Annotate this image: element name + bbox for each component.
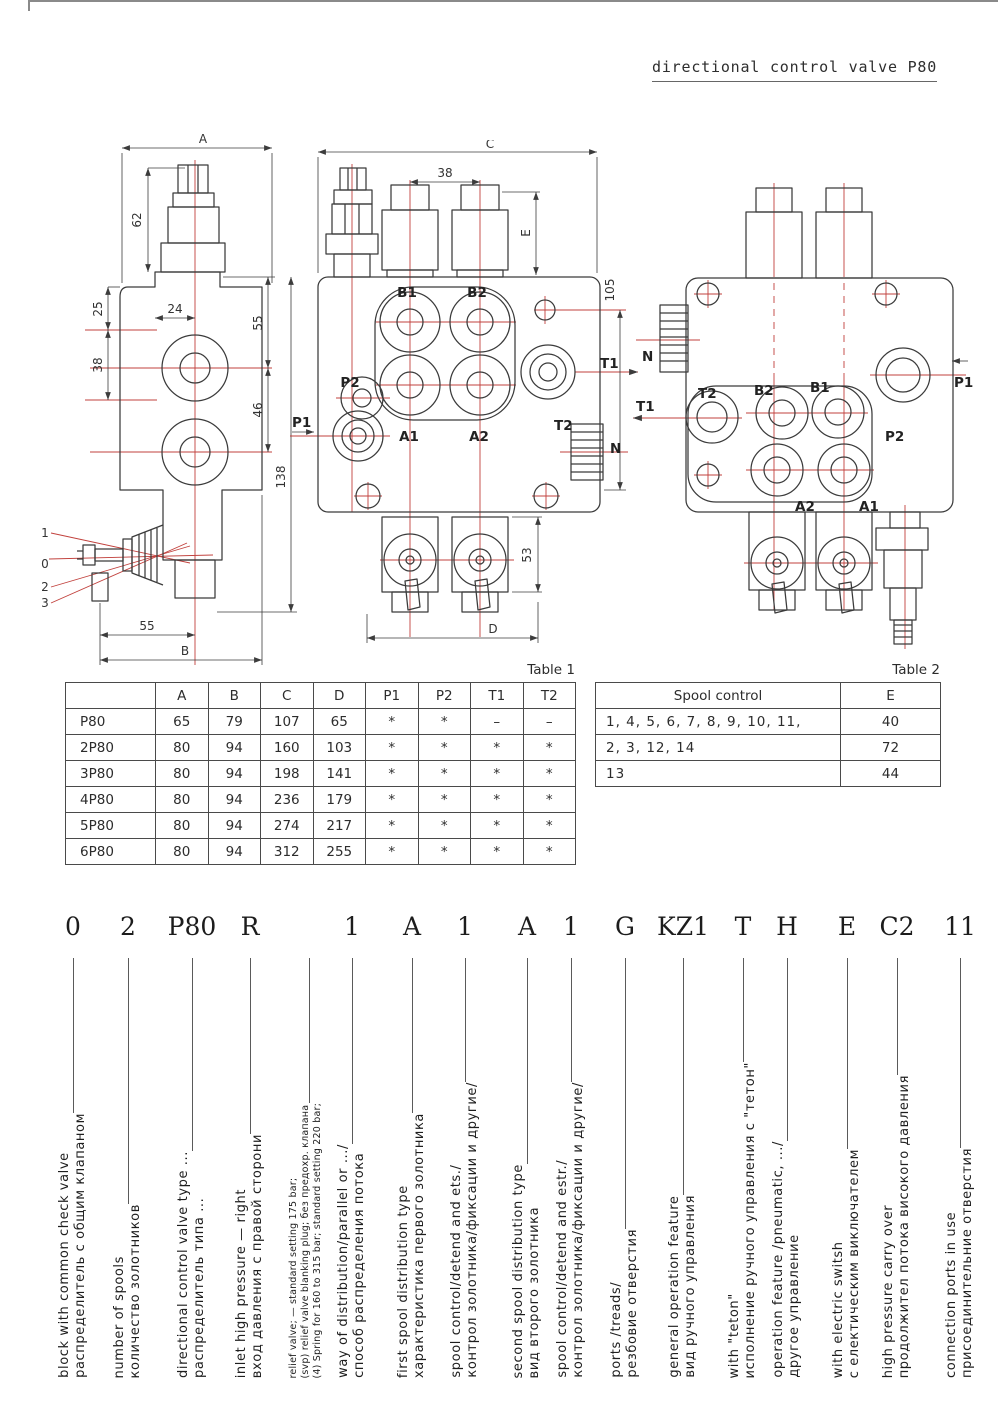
table-cell: 94 — [208, 761, 261, 787]
table-cell: * — [418, 735, 471, 761]
table-cell: 94 — [208, 735, 261, 761]
table-cell: * — [471, 735, 524, 761]
table-cell: 103 — [313, 735, 366, 761]
table-cell: * — [471, 761, 524, 787]
leader-line — [352, 958, 353, 1144]
page-title: directional control valve P80 — [652, 58, 937, 82]
table-cell: * — [418, 787, 471, 813]
table-row — [596, 761, 941, 787]
code-symbol: H — [776, 912, 798, 941]
port-label-t1: T1 — [636, 399, 655, 415]
table-cell: 2P80 — [66, 735, 156, 761]
table-row — [596, 735, 941, 761]
port-label-a2: A2 — [795, 499, 815, 515]
table-cell: 80 — [156, 735, 209, 761]
leader-line — [897, 958, 898, 1075]
table-cell: 44 — [841, 761, 941, 787]
port-label-t2: T2 — [698, 386, 717, 402]
table-header-cell: T2 — [523, 683, 576, 709]
left-side-view-drawing — [35, 125, 325, 685]
code-label-en: connection ports in use — [944, 1211, 959, 1378]
port-label-p1: P1 — [954, 375, 974, 391]
code-label-en: operation feature /pneumatic, .../ — [771, 1141, 786, 1378]
code-label-en: directional control valve type ... — [176, 1151, 191, 1378]
port-label-n: N — [642, 349, 654, 365]
table-cell: 141 — [313, 761, 366, 787]
leader-line — [527, 958, 528, 1164]
code-label-ru: контрол золотника/фиксации и другие/ — [570, 1082, 586, 1378]
table-cell: * — [366, 709, 419, 735]
code-label-ru: распределитель типа ... — [191, 1197, 207, 1378]
table-cell: 80 — [156, 813, 209, 839]
code-symbol: KZ1 — [657, 912, 709, 941]
code-label-ru: другое управление — [786, 1234, 802, 1378]
table-cell: * — [366, 761, 419, 787]
dim-label-138: 138 — [274, 465, 288, 489]
port-label-b1: B1 — [397, 285, 417, 301]
code-symbol: 2 — [120, 912, 136, 941]
front-view-drawing — [288, 140, 648, 665]
table-header-cell: B — [208, 683, 261, 709]
port-label-a1: A1 — [859, 499, 879, 515]
table2 — [595, 682, 941, 787]
table-cell: 198 — [261, 761, 314, 787]
code-label-ru: контрол золотника/фиксации и другие/ — [464, 1082, 480, 1378]
table-row — [596, 709, 941, 735]
code-label-en: second spool distribution type — [511, 1163, 526, 1378]
code-label-en: first spool distribution type — [396, 1185, 411, 1378]
table-cell: * — [471, 813, 524, 839]
dim-label-d: D — [488, 622, 498, 636]
lever-position-1: 1 — [41, 526, 49, 540]
code-symbol: 0 — [65, 912, 81, 941]
table-cell: * — [366, 787, 419, 813]
centerlines — [290, 164, 638, 637]
table-row — [66, 709, 576, 735]
table-cell: * — [366, 839, 419, 865]
table-cell: * — [366, 735, 419, 761]
code-label-ru: продолжител потока високого давления — [896, 1074, 912, 1378]
table-cell: 65 — [156, 709, 209, 735]
code-label-en: relief valve; — standard setting 175 bar; — [288, 1177, 299, 1378]
valve-outline — [318, 168, 603, 612]
table-cell: 107 — [261, 709, 314, 735]
rear-view-drawing — [628, 165, 988, 665]
code-label-ru: способ распределения потока — [351, 1152, 367, 1378]
dim-label-53: 53 — [520, 547, 534, 563]
code-symbol: P80 — [167, 912, 217, 941]
code-label-ru: характеристика первого золотника — [411, 1112, 427, 1378]
port-label-a2: A2 — [469, 429, 489, 445]
code-symbol: R — [240, 912, 260, 941]
leader-line — [847, 958, 848, 1149]
table-cell: 217 — [313, 813, 366, 839]
table-header-cell — [66, 683, 156, 709]
code-symbol: A — [517, 912, 537, 941]
port-label-p2: P2 — [885, 429, 905, 445]
code-label-ru: количество золотников — [127, 1203, 143, 1378]
leader-line — [250, 958, 251, 1134]
table-header-row — [596, 683, 941, 709]
table-cell: 1, 4, 5, 6, 7, 8, 9, 10, 11, — [596, 709, 841, 735]
code-symbol: 1 — [457, 912, 473, 941]
code-label-ru: исполнение ручного управления с "тетон" — [742, 1061, 758, 1378]
code-label-en: general operation feature — [667, 1195, 682, 1378]
table-cell: * — [471, 839, 524, 865]
dim-label-55-side: 55 — [251, 315, 265, 331]
table-cell: * — [366, 813, 419, 839]
port-label-t2: T2 — [554, 418, 573, 434]
table-cell: P80 — [66, 709, 156, 735]
table-cell: * — [523, 787, 576, 813]
table-cell: * — [418, 761, 471, 787]
table-cell: 4P80 — [66, 787, 156, 813]
code-label-ru: вход давления с правой сторони — [249, 1133, 265, 1378]
table-cell: 94 — [208, 839, 261, 865]
table-cell: 65 — [313, 709, 366, 735]
dim-label-46: 46 — [251, 402, 265, 418]
dim-label-e: E — [519, 229, 533, 237]
table-cell: * — [523, 761, 576, 787]
table-cell: 40 — [841, 709, 941, 735]
valve-outline — [660, 188, 953, 644]
port-label-b1: B1 — [810, 380, 830, 396]
table-cell: 72 — [841, 735, 941, 761]
leader-line — [571, 958, 572, 1082]
port-labels — [292, 285, 621, 457]
leader-line — [73, 958, 74, 1113]
leader-line — [309, 958, 310, 1103]
code-label-en: number of spools — [112, 1255, 127, 1378]
table1-title: Table 1 — [527, 662, 575, 678]
table-header-cell: T1 — [471, 683, 524, 709]
table-cell: * — [523, 735, 576, 761]
dim-label-62: 62 — [130, 212, 144, 228]
leader-line — [960, 958, 961, 1148]
leader-line — [787, 958, 788, 1141]
code-label-en: ports /treads/ — [609, 1282, 624, 1378]
code-symbol: A — [402, 912, 422, 941]
table-cell: 5P80 — [66, 813, 156, 839]
table-header-cell: E — [841, 683, 941, 709]
leader-line — [128, 958, 129, 1204]
table-cell: * — [418, 813, 471, 839]
valve-outline — [77, 165, 262, 601]
lever-position-0: 0 — [41, 557, 49, 571]
table-cell: 6P80 — [66, 839, 156, 865]
code-label-ru: распределитель с общим клапаном — [72, 1113, 88, 1378]
table2-title: Table 2 — [892, 662, 940, 678]
table-row — [66, 787, 576, 813]
table-cell: 3P80 — [66, 761, 156, 787]
code-label-en: (svp) relief valve blanking plug; без предохр. клапана — [299, 1104, 311, 1378]
table-header-cell: C — [261, 683, 314, 709]
dim-label-a: A — [198, 132, 208, 146]
code-label-ru: с електическим виключателем — [846, 1148, 862, 1378]
dim-label-55-bottom: 55 — [139, 619, 155, 633]
table-cell: 274 — [261, 813, 314, 839]
table-cell: 80 — [156, 839, 209, 865]
code-label-en: way of distribution/parallel or .../ — [336, 1144, 351, 1378]
port-label-b2: B2 — [467, 285, 487, 301]
table-cell: 255 — [313, 839, 366, 865]
dim-label-24: 24 — [167, 302, 183, 316]
centerlines — [49, 160, 272, 665]
table-cell: – — [523, 709, 576, 735]
dim-label-25: 25 — [91, 301, 105, 317]
code-label-en: spool control/detend and estr./ — [555, 1160, 570, 1378]
leader-line — [192, 958, 193, 1151]
table-cell: 2, 3, 12, 14 — [596, 735, 841, 761]
code-symbol: T — [734, 912, 752, 941]
table-header-row — [66, 683, 576, 709]
table-header-cell: P1 — [366, 683, 419, 709]
table-cell: 312 — [261, 839, 314, 865]
dim-label-b: B — [180, 644, 190, 658]
table-cell: * — [418, 839, 471, 865]
table-header-cell: A — [156, 683, 209, 709]
table-row — [66, 839, 576, 865]
code-label-en: high pressure carry over — [881, 1204, 896, 1378]
leader-line — [743, 958, 744, 1062]
lever-position-2: 2 — [41, 580, 49, 594]
dim-label-105: 105 — [603, 278, 617, 302]
table-header-cell: Spool control — [596, 683, 841, 709]
table-cell: 80 — [156, 787, 209, 813]
code-label-ru: присоединительние отверстия — [959, 1148, 975, 1378]
table-cell: * — [523, 813, 576, 839]
lever-position-3: 3 — [41, 596, 49, 610]
port-label-b2: B2 — [754, 383, 774, 399]
table-header-cell: D — [313, 683, 366, 709]
table-cell: * — [471, 787, 524, 813]
table-cell: 236 — [261, 787, 314, 813]
page-frame-tick — [28, 0, 30, 11]
code-symbol: 11 — [944, 912, 976, 941]
leader-line — [465, 958, 466, 1082]
code-symbol: 1 — [563, 912, 579, 941]
code-label-en: inlet high pressure — right — [234, 1188, 249, 1378]
dim-label-38: 38 — [91, 357, 105, 373]
table-cell: * — [523, 839, 576, 865]
table-header-cell: P2 — [418, 683, 471, 709]
code-label-ru: резбовие отверстия — [624, 1229, 640, 1378]
page-frame-line — [28, 0, 998, 2]
port-label-a1: A1 — [399, 429, 419, 445]
table-cell: 94 — [208, 813, 261, 839]
table-row — [66, 735, 576, 761]
code-label-en: spool control/detend and ets./ — [449, 1164, 464, 1378]
port-label-t1: T1 — [600, 356, 619, 372]
table1 — [65, 682, 576, 865]
code-label-en: with "teton" — [727, 1292, 742, 1378]
port-label-p2: P2 — [340, 375, 360, 391]
table-cell: 160 — [261, 735, 314, 761]
port-label-n: N — [610, 441, 622, 457]
port-label-p1: P1 — [292, 415, 312, 431]
leader-line — [625, 958, 626, 1229]
code-label-en: (4) Spring for 160 to 315 bar; standard setting 220 bar; — [311, 1102, 323, 1378]
code-symbol: E — [837, 912, 857, 941]
dimension-lines — [292, 152, 626, 643]
code-label-en: with electric switsh — [831, 1241, 846, 1378]
table-row — [66, 761, 576, 787]
table-cell: 80 — [156, 761, 209, 787]
code-symbol: C2 — [879, 912, 915, 941]
dimension-labels — [437, 140, 617, 636]
leader-line — [683, 958, 684, 1195]
centerlines — [633, 183, 966, 649]
code-label-ru: вид ручного управления — [682, 1195, 698, 1378]
table-cell: 94 — [208, 787, 261, 813]
code-symbol: 1 — [344, 912, 360, 941]
dim-label-38: 38 — [437, 166, 453, 180]
leader-line — [412, 958, 413, 1113]
table-cell: 13 — [596, 761, 841, 787]
code-symbol: G — [615, 912, 635, 941]
table-cell: – — [471, 709, 524, 735]
table-row — [66, 813, 576, 839]
table-cell: * — [418, 709, 471, 735]
code-label-en: block with common check valve — [57, 1152, 72, 1378]
table-cell: 179 — [313, 787, 366, 813]
dim-label-c: C — [485, 140, 495, 151]
code-label-ru: вид второго золотника — [526, 1206, 542, 1378]
table-cell: 79 — [208, 709, 261, 735]
